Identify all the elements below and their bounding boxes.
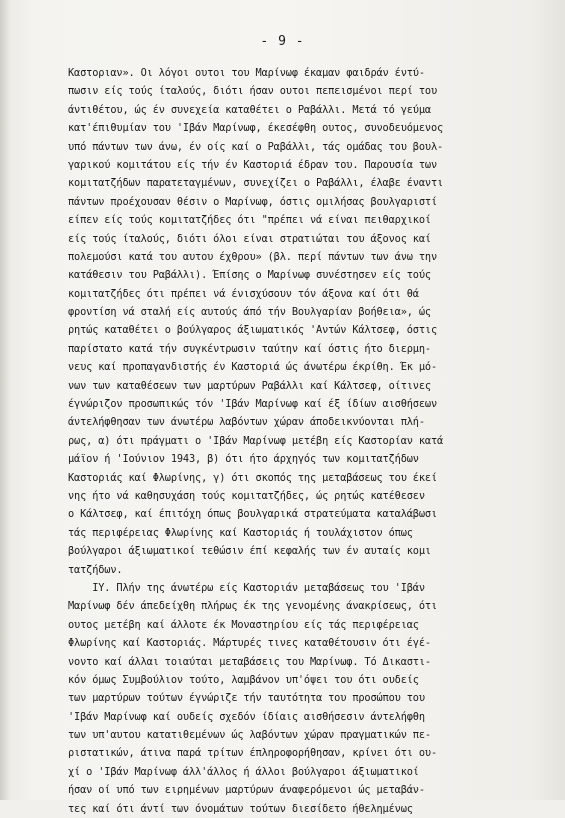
- text-line: Μαρίνωφ δέν άπεδείχθη πλήρως έκ της γενομένης άνακρίσεως, ότι: [68, 600, 438, 613]
- text-line: πάντων προέχουσαν θέσιν ο Μαρίνωφ, όστις ομιλήσας βουλγαριστί: [68, 195, 438, 208]
- text-line: μάϊον ή 'Ιούνιον 1943, β) ότι ήτο άρχηγός των κομιτατζήδων: [68, 453, 419, 466]
- page-edge-shadow: [0, 0, 10, 800]
- text-line: παρίστατο κατά τήν συγκέντρωσιν ταύτην καί όστις ήτο διερμη-: [68, 342, 431, 355]
- text-line: άντελήφθησαν των άνωτέρω λαβόντων χώραν άποδεικνύονται πλή-: [68, 416, 425, 429]
- text-line: Φλωρίνης καί Καστοριάς. Μάρτυρές τινες καταθέτουσιν ότι έγέ-: [68, 637, 431, 650]
- text-line: κομιτατζήδες ότι πρέπει νά ένισχύσουν τόν άξονα καί ότι θά: [68, 287, 419, 300]
- text-line: τάς περιφέρειας Φλωρίνης καί Καστοριάς ή τουλάχιστον όπως: [68, 526, 413, 539]
- text-line: κομιτατζήδων παρατεταγμένων, συνεχίζει ο Ραβάλλι, έλαβε έναντι: [68, 177, 444, 190]
- text-line: γαρικού κομιτάτου είς τήν έν Καστοριά έδραν του. Παρουσία των: [68, 158, 438, 171]
- text-line: των μαρτύρων τούτων έγνώριζε τήν ταυτότητα του προσώπου του: [68, 692, 425, 705]
- text-line: πωσιν είς τούς ίταλούς, διότι ήσαν ουτοι πεπεισμένοι περί του: [68, 85, 438, 98]
- text-line: ρως, α) ότι πράγματι ο 'Ιβάν Μαρίνωφ μετέβη είς Καστορίαν κατά: [68, 434, 444, 447]
- text-line: έγνώριζον προσωπικώς τόν 'Ιβάν Μαρίνωφ καί έξ ίδίων αισθήσεων: [68, 398, 438, 411]
- text-line: νοντο καί άλλαι τοιαύται μεταβάσεις του Μαρίνωφ. Τό Δικαστι-: [68, 655, 431, 668]
- text-line: κατάθεσιν του Ραβάλλι). Έπίσης ο Μαρίνωφ συνέστησεν είς τούς: [68, 269, 431, 282]
- text-line: χί ο 'Ιβάν Μαρίνωφ άλλ'άλλος ή άλλοι βούλγαροι άξιωματικοί: [68, 765, 419, 778]
- text-line: ρητώς καταθέτει ο βούλγαρος άξιωματικός 'Αντών Κάλτσεφ, όστις: [68, 324, 438, 337]
- text-line: Καστοριαν». Οι λόγοι ουτοι του Μαρίνωφ έκαμαν φαιδράν έντύ-: [68, 67, 425, 79]
- text-line: κατ'έπιθυμίαν του 'Ιβάν Μαρίνωφ, έκεσέφθη ουτος, συνοδευόμενος: [68, 122, 444, 135]
- page-number: - 9 -: [260, 34, 305, 49]
- text-line: ΙΥ. Πλήν της άνωτέρω είς Καστοριάν μεταβάσεως του 'Ιβάν: [68, 581, 425, 594]
- text-line: είς τούς ίταλούς, διότι όλοι είναι στρατιώται του άξονος καί: [68, 232, 431, 245]
- text-line: ο Κάλτσεφ, καί έπιτόχη όπως βουλγαρικά στρατεύματα καταλάβωσι: [68, 508, 438, 521]
- text-line: ουτος μετέβη καί άλλοτε έκ Μοναστηρίου είς τάς περιφέρειας: [68, 618, 419, 631]
- text-line: νων των καταθέσεων των μαρτύρων Ραβάλλι καί Κάλτσεφ, οίτινες: [68, 379, 431, 392]
- text-line: των υπ'αυτου κατατιθεμένων ώς λαβόντων χώραν πραγματικών πε-: [68, 729, 431, 742]
- text-line: ήσαν οί υπό των ειρημένων μαρτύρων άναφερόμενοι ώς μεταβάν-: [68, 784, 425, 797]
- text-line: τατζήδων.: [68, 563, 123, 576]
- text-line: τες καί ότι άντί των όνομάτων τούτων διεσίδετο ήθελημένως: [68, 802, 413, 815]
- text-line: 'Ιβάν Μαρίνωφ καί ουδείς σχεδόν ίδίαις αισθήσεσιν άντελήφθη: [68, 710, 425, 723]
- typewritten-body: [68, 64, 538, 818]
- text-line: βούλγαροι άξιωματικοί τεθώσιν έπί κεφαλής των έν αυταίς κομι: [68, 545, 431, 558]
- text-line: άντιθέτου, ώς έν συνεχεία καταθέτει ο Ραβάλλι. Μετά τό γεύμα: [68, 103, 431, 116]
- text-line: υπό πάντων των άνω, έν οίς καί ο Ραβάλλι, τάς ομάδας του βουλ-: [68, 140, 444, 153]
- text-line: φροντίση νά σταλή είς αυτούς άπό τήν Βουλγαρίαν βοήθεια», ώς: [68, 306, 431, 319]
- text-line: νευς καί προπαγανδιστής έν Καστοριά ώς άνωτέρω έκρίθη. Έκ μό-: [68, 361, 438, 374]
- text-line: είπεν είς τούς κομιτατζήδες ότι "πρέπει νά είναι πειθαρχικοί: [68, 214, 431, 227]
- text-line: κόν όμως Συμβούλιον τούτο, λαμβάνον υπ'όψει του ότι ουδείς: [68, 673, 419, 686]
- text-line: Καστοριάς καί Φλωρίνης, γ) ότι σκοπός της μεταβάσεως του έκεί: [68, 471, 438, 484]
- text-line: πολεμούσι κατά του αυτου έχθρου» (βλ. περί πάντων των άνω την: [68, 250, 438, 263]
- text-line: ριστατικών, άτινα παρά τρίτων έπληροφορήθησαν, κρίνει ότι ου-: [68, 747, 438, 760]
- text-line: νης ήτο νά καθησυχάση τούς κομιτατζήδες, ώς ρητώς κατέθεσεν: [68, 489, 425, 502]
